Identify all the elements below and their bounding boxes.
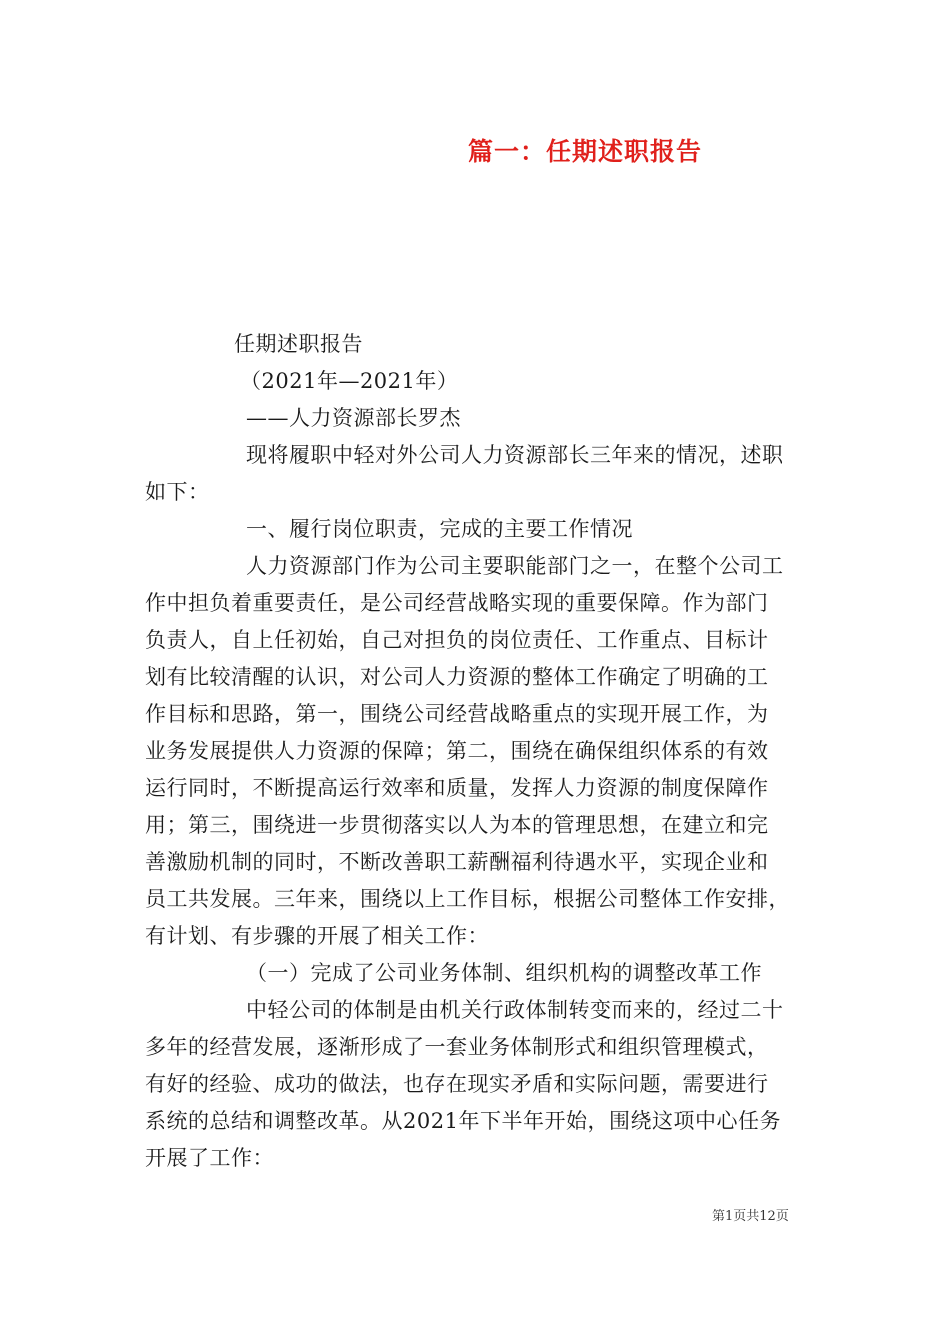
intro-line: 现将履职中轻对外公司人力资源部长三年来的情况，述职 (246, 443, 784, 467)
paragraph-line: 系统的总结和调整改革。从2021年下半年开始，围绕这项中心任务 (145, 1109, 781, 1133)
report-heading: 任期述职报告 (234, 332, 363, 356)
paragraph-line: 善激励机制的同时，不断改善职工薪酬福利待遇水平，实现企业和 (145, 850, 769, 874)
paragraph-line: 作目标和思路，第一，围绕公司经营战略重点的实现开展工作，为 (145, 702, 769, 726)
section-heading: 一、履行岗位职责，完成的主要工作情况 (246, 517, 633, 541)
page-number: 第1页共12页 (712, 1209, 789, 1224)
paragraph-line: 有计划、有步骤的开展了相关工作： (145, 924, 489, 948)
subsection-heading: （一）完成了公司业务体制、组织机构的调整改革工作 (246, 961, 762, 985)
paragraph-line: 划有比较清醒的认识，对公司人力资源的整体工作确定了明确的工 (145, 665, 769, 689)
paragraph-line: 作中担负着重要责任，是公司经营战略实现的重要保障。作为部门 (145, 591, 769, 615)
paragraph-line: 运行同时，不断提高运行效率和质量，发挥人力资源的制度保障作 (145, 776, 769, 800)
document-title: 篇一：任期述职报告 (468, 137, 703, 166)
paragraph-line: 中轻公司的体制是由机关行政体制转变而来的，经过二十 (246, 998, 784, 1022)
paragraph-line: 用；第三，围绕进一步贯彻落实以人为本的管理思想，在建立和完 (145, 813, 769, 837)
paragraph-line: 业务发展提供人力资源的保障；第二，围绕在确保组织体系的有效 (145, 739, 769, 763)
intro-line: 如下： (145, 480, 210, 504)
paragraph-line: 多年的经营发展，逐渐形成了一套业务体制形式和组织管理模式， (145, 1035, 769, 1059)
report-period: （2021年—2021年） (240, 369, 459, 393)
report-author: ——人力资源部长罗杰 (246, 406, 461, 430)
paragraph-line: 负责人，自上任初始，自己对担负的岗位责任、工作重点、目标计 (145, 628, 769, 652)
paragraph-line: 员工共发展。三年来，围绕以上工作目标，根据公司整体工作安排， (145, 887, 790, 911)
paragraph-line: 人力资源部门作为公司主要职能部门之一，在整个公司工 (246, 554, 784, 578)
paragraph-line: 开展了工作： (145, 1146, 274, 1170)
paragraph-line: 有好的经验、成功的做法，也存在现实矛盾和实际问题，需要进行 (145, 1072, 769, 1096)
